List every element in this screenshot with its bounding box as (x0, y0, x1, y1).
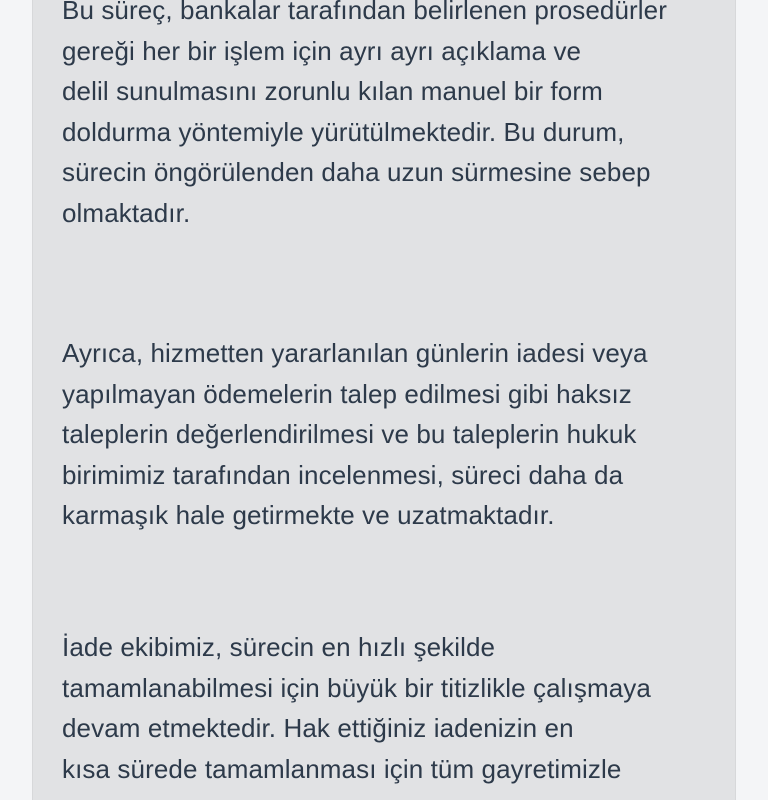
message-paragraph-1: Bu süreç, bankalar tarafından belirlenen prosedürler gereği her bir işlem için ayrı ayrı açıklama ve delil sunulmasını zorunlu kılan manuel bir form doldurma yöntemiyle yürütülmektedir. Bu durum, sürecin öngörülenden daha uzun sürmesine sebep olmaktadır. (62, 0, 668, 228)
message-paragraph-2: Ayrıca, hizmetten yararlanılan günlerin iadesi veya yapılmayan ödemelerin talep edilmesi gibi haksız taleplerin değerlendirilmesi ve bu taleplerin hukuk birimimiz tarafından incelenmesi, süreci daha da karmaşık hale getirmekte ve uzatmaktadır. (62, 338, 648, 531)
message-paragraph-3: İade ekibimiz, sürecin en hızlı şekilde tamamlanabilmesi için büyük bir titizlikle çalışmaya devam etmektedir. Hak ettiğiniz iadenizin en kısa sürede tamamlanması için tüm gayretimizle (62, 632, 651, 784)
